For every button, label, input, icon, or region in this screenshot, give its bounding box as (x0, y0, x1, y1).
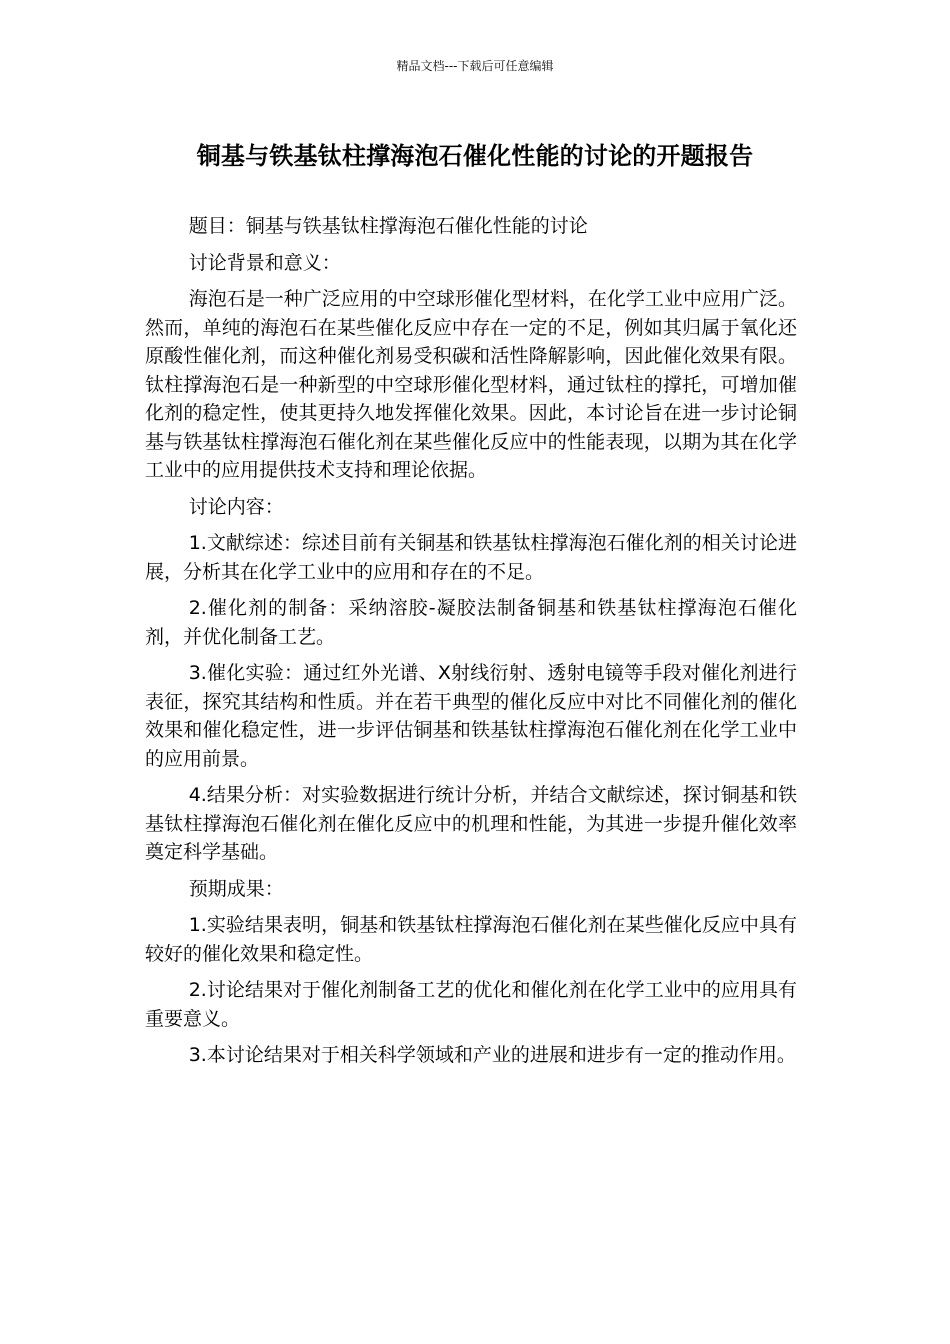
content-item-1: 1.文献综述：综述目前有关铜基和铁基钛柱撑海泡石催化剂的相关讨论进展，分析其在化学工业中的应用和存在的不足。 (145, 532, 797, 583)
content-item-4: 4.结果分析：对实验数据进行统计分析，并结合文献综述，探讨铜基和铁基钛柱撑海泡石催化剂在催化反应中的机理和性能，为其进一步提升催化效率奠定科学基础。 (145, 784, 797, 863)
outcome-item-1: 1.实验结果表明，铜基和铁基钛柱撑海泡石催化剂在某些催化反应中具有较好的催化效果和稳定性。 (145, 914, 797, 965)
page-header-watermark: 精品文档---下载后可任意编辑 (396, 59, 554, 73)
content-heading: 讨论内容： (188, 495, 284, 518)
document-body (145, 212, 797, 1078)
background-paragraph: 海泡石是一种广泛应用的中空球形催化型材料，在化学工业中应用广泛。然而，单纯的海泡石在某些催化反应中存在一定的不足，例如其归属于氧化还原酸性催化剂，而这种催化剂易受积碳和活性降解影响，因此催化效果有限。钛柱撑海泡石是一种新型的中空球形催化型材料，通过钛柱的撑托，可增加催化剂的稳定性，使其更持久地发挥催化效果。因此，本讨论旨在进一步讨论铜基与铁基钛柱撑海泡石催化剂在某些催化反应中的性能表现，以期为其在化学工业中的应用提供技术支持和理论依据。 (145, 288, 797, 481)
content-item-3: 3.催化实验：通过红外光谱、X射线衍射、透射电镜等手段对催化剂进行表征，探究其结构和性质。并在若干典型的催化反应中对比不同催化剂的催化效果和催化稳定性，进一步评估铜基和铁基钛柱撑海泡石催化剂在化学工业中的应用前景。 (145, 662, 797, 770)
outcome-item-3: 3.本讨论结果对于相关科学领域和产业的进展和进步有一定的推动作用。 (188, 1044, 796, 1066)
outcome-item-2: 2.讨论结果对于催化剂制备工艺的优化和催化剂在化学工业中的应用具有重要意义。 (145, 979, 797, 1030)
content-item-2: 2.催化剂的制备：采纳溶胶-凝胶法制备铜基和铁基钛柱撑海泡石催化剂，并优化制备工艺。 (145, 597, 797, 648)
outcomes-heading: 预期成果： (188, 877, 284, 900)
document-title: 铜基与铁基钛柱撑海泡石催化性能的讨论的开题报告 (196, 142, 754, 170)
topic-paragraph: 题目：铜基与铁基钛柱撑海泡石催化性能的讨论 (188, 215, 588, 237)
background-heading: 讨论背景和意义： (188, 251, 341, 274)
